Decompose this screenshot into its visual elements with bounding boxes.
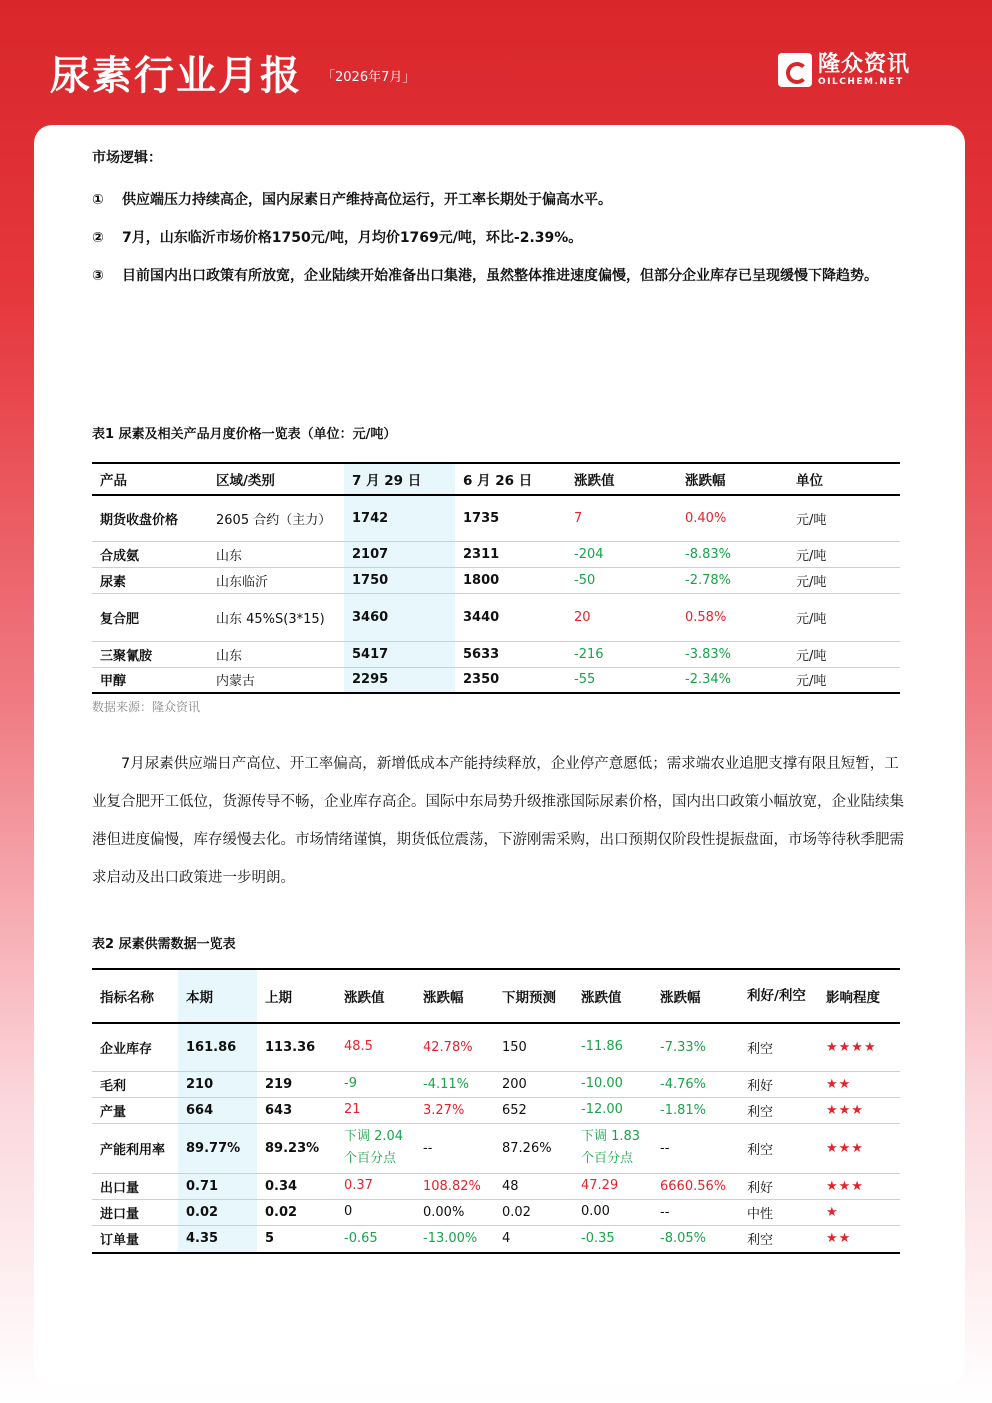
forecast-cell: 150 [494, 1023, 573, 1071]
indicator-name-cell: 订单量 [92, 1225, 178, 1253]
forecast-percent-cell: 6660.56% [652, 1173, 739, 1199]
previous-value-cell: 0.02 [257, 1199, 336, 1225]
unit-cell: 元/吨 [788, 641, 900, 667]
product-cell: 复合肥 [92, 593, 208, 641]
forecast-cell: 652 [494, 1097, 573, 1123]
previous-value-cell: 219 [257, 1071, 336, 1097]
market-logic-item: ① 供应端压力持续高企，国内尿素日产维持高位运行，开工率长期处于偏高水平。 [92, 192, 612, 208]
indicator-name-cell: 出口量 [92, 1173, 178, 1199]
brand-domain: OILCHEM.NET [818, 76, 904, 87]
market-logic-list [92, 181, 904, 295]
market-logic-item: ② 7月，山东临沂市场价格1750元/吨，月均价1769元/吨，环比-2.39%。 [92, 230, 583, 246]
change-value-cell: 0 [336, 1199, 415, 1225]
supply-demand-row [92, 1023, 900, 1071]
forecast-percent-cell: -- [652, 1123, 739, 1173]
change-percent-cell: -- [415, 1123, 494, 1173]
report-card [34, 125, 965, 1385]
report-header [0, 0, 992, 125]
region-cell: 山东 [208, 541, 344, 567]
price-table-header: 产品 区域/类别 7 月 29 日 6 月 26 日 涨跌值 涨跌幅 单位 [92, 463, 900, 495]
change-percent-cell: -2.78% [677, 567, 788, 593]
current-value-cell: 4.35 [178, 1225, 257, 1253]
change-value-cell: -55 [566, 667, 677, 693]
change-percent-cell: 42.78% [415, 1023, 494, 1071]
forecast-change-cell: -11.86 [573, 1023, 652, 1071]
forecast-percent-cell: -- [652, 1199, 739, 1225]
change-percent-cell: -13.00% [415, 1225, 494, 1253]
effect-cell: 利空 [739, 1023, 818, 1071]
unit-cell: 元/吨 [788, 567, 900, 593]
price-table-row [92, 641, 900, 667]
brand-name: 隆众资讯 [818, 51, 911, 77]
indicator-name-cell: 毛利 [92, 1071, 178, 1097]
forecast-cell: 0.02 [494, 1199, 573, 1225]
change-value-cell: -9 [336, 1071, 415, 1097]
effect-cell: 中性 [739, 1199, 818, 1225]
current-price-cell: 2107 [344, 541, 455, 567]
impact-rating: ★★ [818, 1071, 900, 1097]
previous-value-cell: 113.36 [257, 1023, 336, 1071]
report-date: 「2026年7月」 [322, 70, 416, 85]
supply-demand-row [92, 1173, 900, 1199]
previous-price-cell: 1800 [455, 567, 566, 593]
previous-value-cell: 89.23% [257, 1123, 336, 1173]
change-percent-cell: 108.82% [415, 1173, 494, 1199]
forecast-cell: 200 [494, 1071, 573, 1097]
effect-cell: 利空 [739, 1097, 818, 1123]
previous-price-cell: 3440 [455, 593, 566, 641]
indicator-name-cell: 产能利用率 [92, 1123, 178, 1173]
change-value-cell: 下调 2.04 个百分点 [336, 1123, 415, 1173]
change-percent-cell: -4.11% [415, 1071, 494, 1097]
forecast-change-cell: 47.29 [573, 1173, 652, 1199]
effect-cell: 利空 [739, 1225, 818, 1253]
change-percent-cell: -3.83% [677, 641, 788, 667]
impact-rating: ★★ [818, 1225, 900, 1253]
impact-rating: ★★★ [818, 1173, 900, 1199]
supply-demand-row [92, 1071, 900, 1097]
product-cell: 甲醇 [92, 667, 208, 693]
product-cell: 期货收盘价格 [92, 495, 208, 541]
change-percent-cell: 0.00% [415, 1199, 494, 1225]
unit-cell: 元/吨 [788, 667, 900, 693]
brand-logo-icon [778, 53, 812, 87]
product-cell: 尿素 [92, 567, 208, 593]
report-title: 尿素行业月报 [50, 53, 302, 99]
previous-price-cell: 2311 [455, 541, 566, 567]
brand-logo [778, 52, 910, 88]
price-table-row [92, 495, 900, 541]
change-value-cell: 0.37 [336, 1173, 415, 1199]
data-source: 数据来源：隆众资讯 [92, 700, 201, 714]
change-value-cell: 48.5 [336, 1023, 415, 1071]
impact-rating: ★ [818, 1199, 900, 1225]
previous-price-cell: 5633 [455, 641, 566, 667]
supply-demand-row [92, 1225, 900, 1253]
current-price-cell: 5417 [344, 641, 455, 667]
supply-demand-row [92, 1199, 900, 1225]
change-percent-cell: 0.58% [677, 593, 788, 641]
forecast-change-cell: -12.00 [573, 1097, 652, 1123]
current-price-cell: 1750 [344, 567, 455, 593]
region-cell: 山东 45%S(3*15) [208, 593, 344, 641]
effect-cell: 利空 [739, 1123, 818, 1173]
indicator-name-cell: 产量 [92, 1097, 178, 1123]
change-value-cell: -0.65 [336, 1225, 415, 1253]
current-value-cell: 210 [178, 1071, 257, 1097]
previous-value-cell: 5 [257, 1225, 336, 1253]
current-value-cell: 161.86 [178, 1023, 257, 1071]
previous-value-cell: 0.34 [257, 1173, 336, 1199]
change-value-cell: 7 [566, 495, 677, 541]
change-value-cell: 20 [566, 593, 677, 641]
market-logic-heading: 市场逻辑： [92, 150, 162, 166]
region-cell: 2605 合约（主力） [208, 495, 344, 541]
unit-cell: 元/吨 [788, 593, 900, 641]
product-cell: 三聚氰胺 [92, 641, 208, 667]
price-table [92, 462, 900, 694]
forecast-change-cell: 下调 1.83 个百分点 [573, 1123, 652, 1173]
impact-rating: ★★★ [818, 1123, 900, 1173]
price-table-row [92, 667, 900, 693]
price-table-row [92, 593, 900, 641]
price-table-row [92, 541, 900, 567]
current-price-cell: 1742 [344, 495, 455, 541]
forecast-percent-cell: -7.33% [652, 1023, 739, 1071]
change-percent-cell: -2.34% [677, 667, 788, 693]
region-cell: 内蒙古 [208, 667, 344, 693]
current-value-cell: 89.77% [178, 1123, 257, 1173]
impact-rating: ★★★ [818, 1097, 900, 1123]
change-value-cell: 21 [336, 1097, 415, 1123]
current-price-cell: 3460 [344, 593, 455, 641]
supply-demand-table-header: 指标名称 本期 上期 涨跌值 涨跌幅 下期预测 涨跌值 涨跌幅 利好/利空 影响程度 [92, 969, 900, 1023]
impact-rating: ★★★★ [818, 1023, 900, 1071]
forecast-percent-cell: -1.81% [652, 1097, 739, 1123]
change-percent-cell: 3.27% [415, 1097, 494, 1123]
change-value-cell: -204 [566, 541, 677, 567]
report-content [92, 147, 904, 1254]
forecast-change-cell: 0.00 [573, 1199, 652, 1225]
forecast-cell: 4 [494, 1225, 573, 1253]
effect-cell: 利好 [739, 1071, 818, 1097]
current-value-cell: 0.02 [178, 1199, 257, 1225]
forecast-percent-cell: -8.05% [652, 1225, 739, 1253]
current-price-cell: 2295 [344, 667, 455, 693]
table2-title: 表2 尿素供需数据一览表 [92, 937, 236, 952]
supply-demand-row [92, 1123, 900, 1173]
summary-paragraph: 7月尿素供应端日产高位、开工率偏高，新增低成本产能持续释放，企业停产意愿低；需求端农业追肥支撑有限且短暂，工业复合肥开工低位，货源传导不畅，企业库存高企。国际中东局势升级推涨国际尿素价格，国内出口政策小幅放宽，企业陆续集港但进度偏慢，库存缓慢去化。市场情绪谨慎，期货低位震荡，下游刚需采购，出口预期仅阶段性提振盘面，市场等待秋季肥需求启动及出口政策进一步明朗。 [92, 756, 904, 886]
supply-demand-table [92, 968, 900, 1254]
product-cell: 合成氨 [92, 541, 208, 567]
forecast-change-cell: -0.35 [573, 1225, 652, 1253]
unit-cell: 元/吨 [788, 495, 900, 541]
change-percent-cell: -8.83% [677, 541, 788, 567]
forecast-percent-cell: -4.76% [652, 1071, 739, 1097]
price-table-row [92, 567, 900, 593]
previous-value-cell: 643 [257, 1097, 336, 1123]
region-cell: 山东临沂 [208, 567, 344, 593]
forecast-change-cell: -10.00 [573, 1071, 652, 1097]
previous-price-cell: 2350 [455, 667, 566, 693]
change-percent-cell: 0.40% [677, 495, 788, 541]
change-value-cell: -216 [566, 641, 677, 667]
forecast-cell: 87.26% [494, 1123, 573, 1173]
previous-price-cell: 1735 [455, 495, 566, 541]
unit-cell: 元/吨 [788, 541, 900, 567]
effect-cell: 利好 [739, 1173, 818, 1199]
indicator-name-cell: 进口量 [92, 1199, 178, 1225]
current-value-cell: 0.71 [178, 1173, 257, 1199]
table1-title: 表1 尿素及相关产品月度价格一览表（单位：元/吨） [92, 427, 397, 442]
indicator-name-cell: 企业库存 [92, 1023, 178, 1071]
current-value-cell: 664 [178, 1097, 257, 1123]
change-value-cell: -50 [566, 567, 677, 593]
market-logic-item: ③ 目前国内出口政策有所放宽，企业陆续开始准备出口集港，虽然整体推进速度偏慢，但部分企业库存已呈现缓慢下降趋势。 [92, 268, 878, 284]
forecast-cell: 48 [494, 1173, 573, 1199]
region-cell: 山东 [208, 641, 344, 667]
supply-demand-row [92, 1097, 900, 1123]
